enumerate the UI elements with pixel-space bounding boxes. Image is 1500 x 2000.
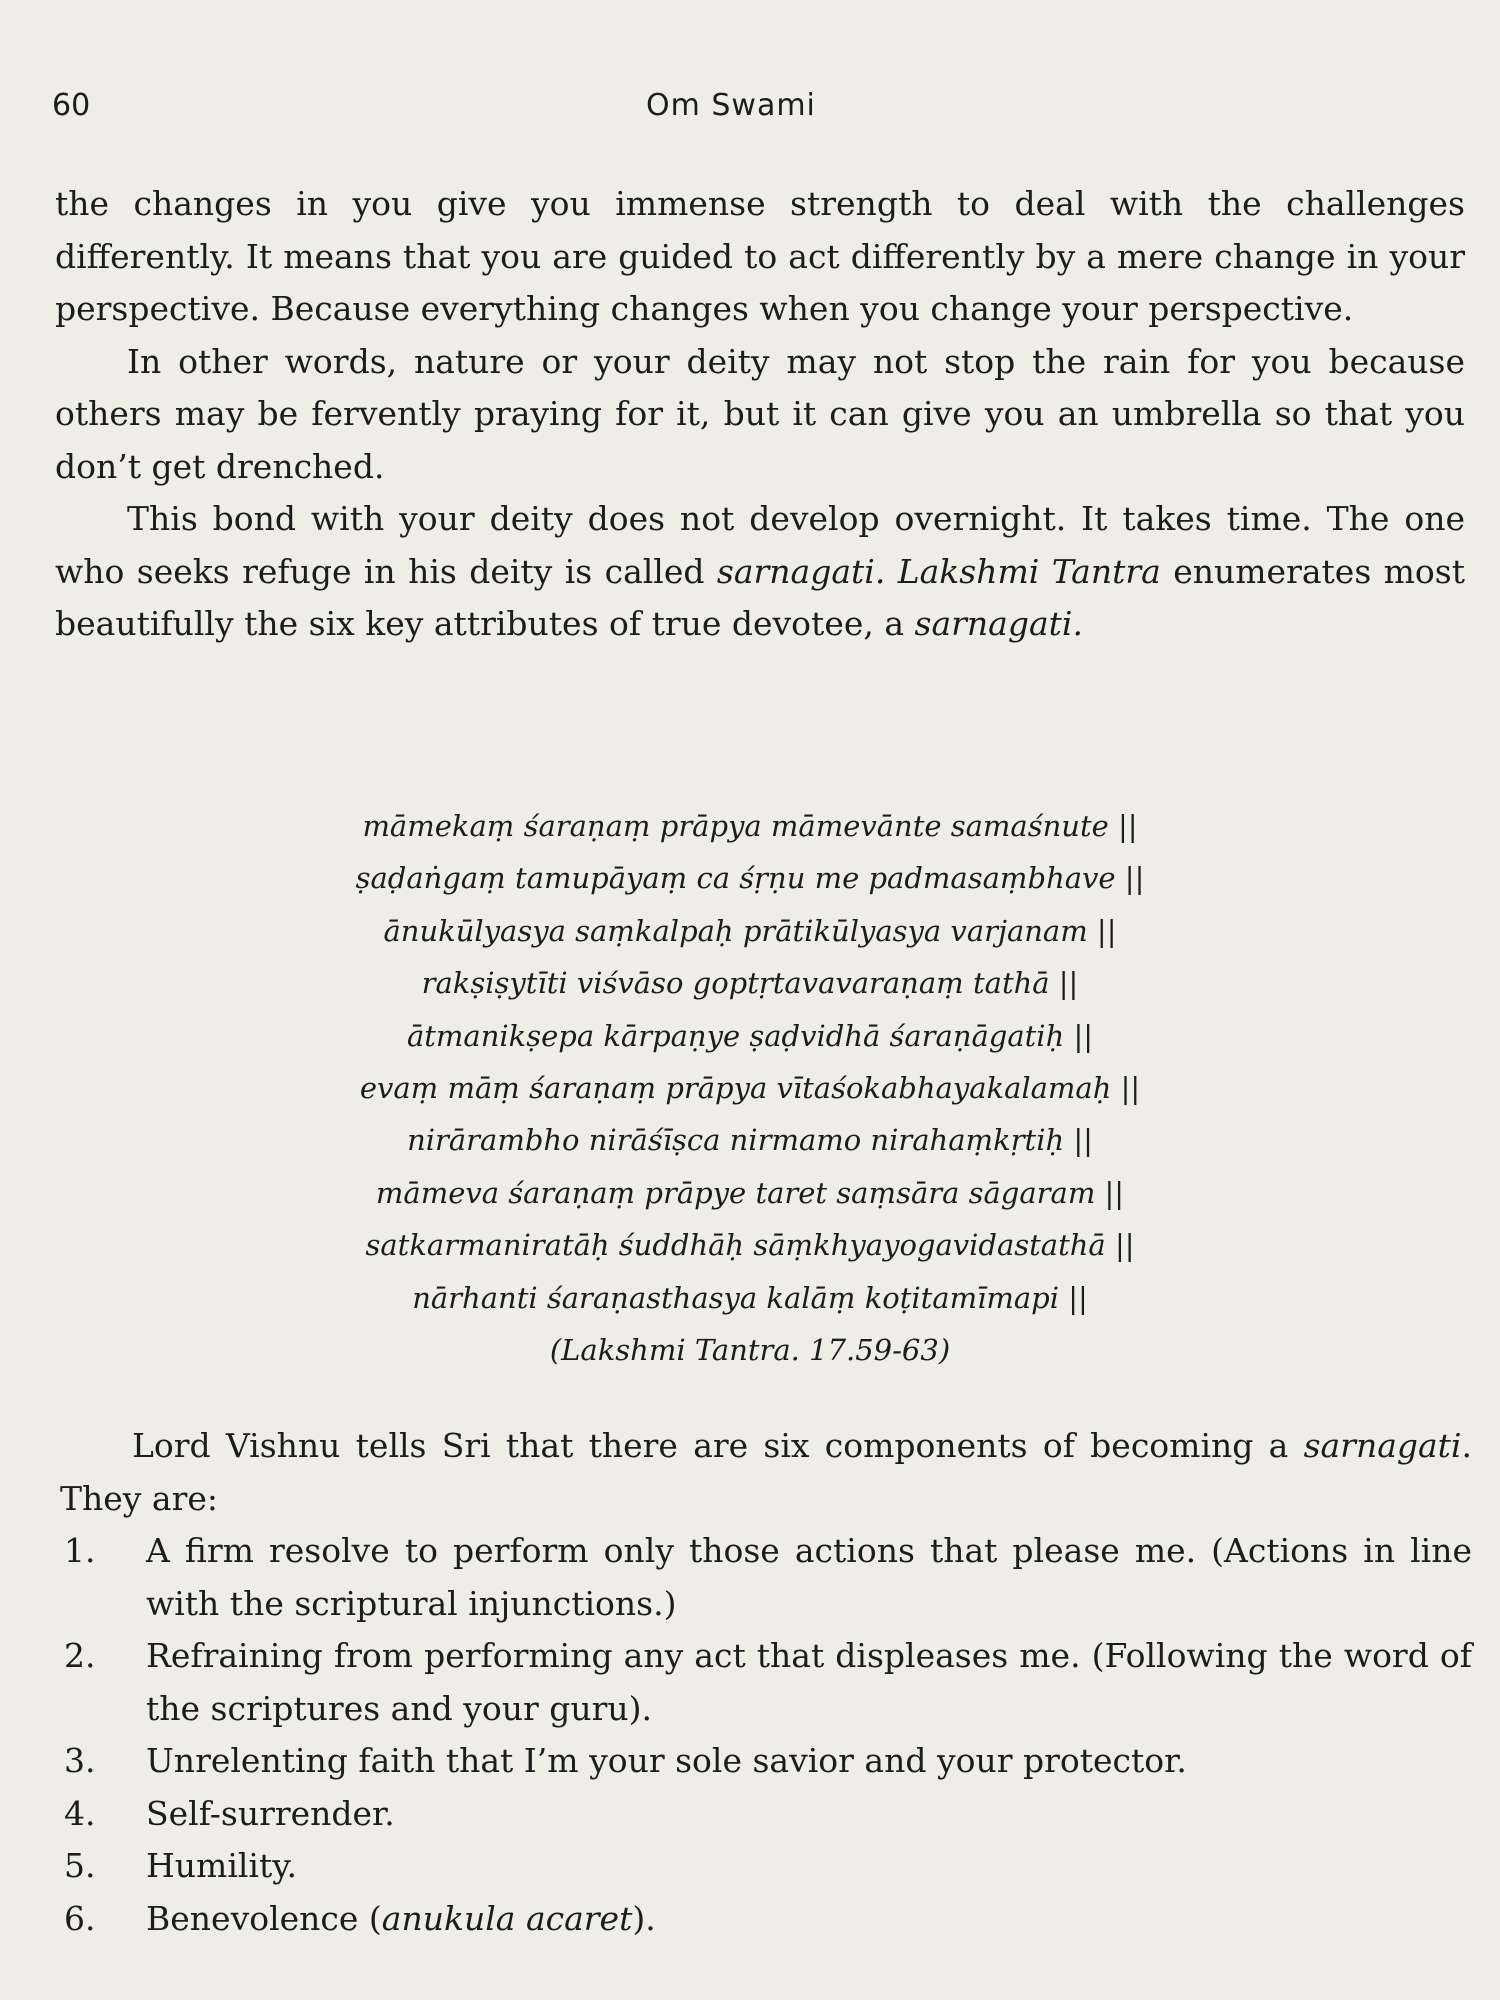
list-item-text: Benevolence ( — [146, 1898, 382, 1938]
list-number: 3. — [64, 1741, 96, 1780]
paragraph-1: the changes in you give you immense strength to deal with the challenges differently. It means that you are guided to act differently by a mere change in your perspective. Because everything changes when you change your perspective. — [55, 184, 1465, 328]
paragraph-3-text: This bond with your deity does not develop overnight. It takes time. The one who seeks refuge in his deity is called — [55, 499, 1465, 591]
sanskrit-verse — [150, 800, 1350, 1376]
list-item — [60, 1630, 1472, 1735]
list-number: 2. — [64, 1636, 96, 1675]
list-item — [60, 1788, 1472, 1841]
list-item-text: Self-surrender. — [146, 1793, 395, 1833]
running-title: Om Swami — [646, 88, 816, 123]
list-item — [60, 1525, 1472, 1630]
verse-line: satkarmaniratāḥ śuddhāḥ sāṃkhyayogavidastathā || — [365, 1228, 1135, 1263]
list-item-text: Unrelenting faith that I’m your sole savior and your protector. — [146, 1741, 1187, 1780]
list-item-text: A firm resolve to perform only those actions that please me. (Actions in line with the scriptural injunctions.) — [146, 1531, 1472, 1623]
list-item — [60, 1893, 1472, 1946]
list-number: 4. — [64, 1793, 96, 1833]
page-header — [52, 88, 1452, 132]
term-sarnagati-3: sarnagati — [1303, 1426, 1462, 1465]
book-title-lakshmi-tantra: Lakshmi Tantra — [897, 551, 1161, 591]
paragraph-2: In other words, nature or your deity may not stop the rain for you because others may be fervently praying for it, but it can give you an umbrella so that you don’t get drenched. — [55, 341, 1465, 486]
verse-line: ānukūlyasya saṃkalpaḥ prātikūlyasya varjanam || — [383, 913, 1117, 948]
components-list — [60, 1525, 1472, 1945]
paragraph-3 — [55, 493, 1465, 651]
paragraph-4-text: Lord Vishnu tells Sri that there are six components of becoming a — [132, 1426, 1304, 1465]
verse-line: ātmanikṣepa kārpaṇye ṣaḍvidhā śaraṇāgatiḥ || — [406, 1018, 1094, 1053]
verse-line: māmekaṃ śaraṇaṃ prāpya māmevānte samaśnute || — [362, 809, 1138, 843]
term-sarnagati-2: sarnagati. — [914, 604, 1083, 643]
paragraph-4-end: . They are: — [60, 1426, 1472, 1518]
verse-line: ṣaḍaṅgaṃ tamupāyaṃ ca śṛṇu me padmasaṃbhave || — [355, 861, 1145, 896]
paragraph-3-text-cont: enumerates most beautifully the six key attributes of true devotee, a — [55, 551, 1465, 643]
paragraph-4 — [60, 1420, 1472, 1525]
components-section — [60, 1420, 1472, 1945]
verse-line: nirārambho nirāśīṣca nirmamo nirahaṃkṛtiḥ || — [407, 1123, 1093, 1158]
list-number: 1. — [64, 1531, 96, 1570]
list-number: 5. — [64, 1846, 96, 1885]
verse-line: māmeva śaraṇaṃ prāpye taret saṃsāra sāgaram || — [375, 1175, 1125, 1210]
list-item-text: Refraining from performing any act that displeases me. (Following the word of the scriptures and your guru). — [146, 1636, 1472, 1728]
list-item — [60, 1840, 1472, 1893]
verse-line: evaṃ māṃ śaraṇaṃ prāpya vītaśokabhayakalamaḥ || — [359, 1071, 1141, 1106]
verse-line: nārhanti śaraṇasthasya kalāṃ koṭitamīmapi || — [412, 1280, 1088, 1315]
list-number: 6. — [64, 1898, 96, 1938]
term-anukula-acaret: anukula acaret — [381, 1898, 633, 1938]
verse-citation: (Lakshmi Tantra. 17.59-63) — [549, 1333, 951, 1368]
paragraph-3-space — [885, 552, 897, 591]
term-sarnagati: sarnagati. — [716, 551, 886, 591]
page-number: 60 — [52, 88, 91, 123]
list-item — [60, 1735, 1472, 1788]
list-item-text: Humility. — [146, 1846, 297, 1885]
verse-line: rakṣiṣytīti viśvāso goptṛtavavaraṇaṃ tathā || — [421, 966, 1079, 1001]
body-text — [55, 178, 1465, 651]
list-item-text-end: ). — [632, 1898, 656, 1938]
